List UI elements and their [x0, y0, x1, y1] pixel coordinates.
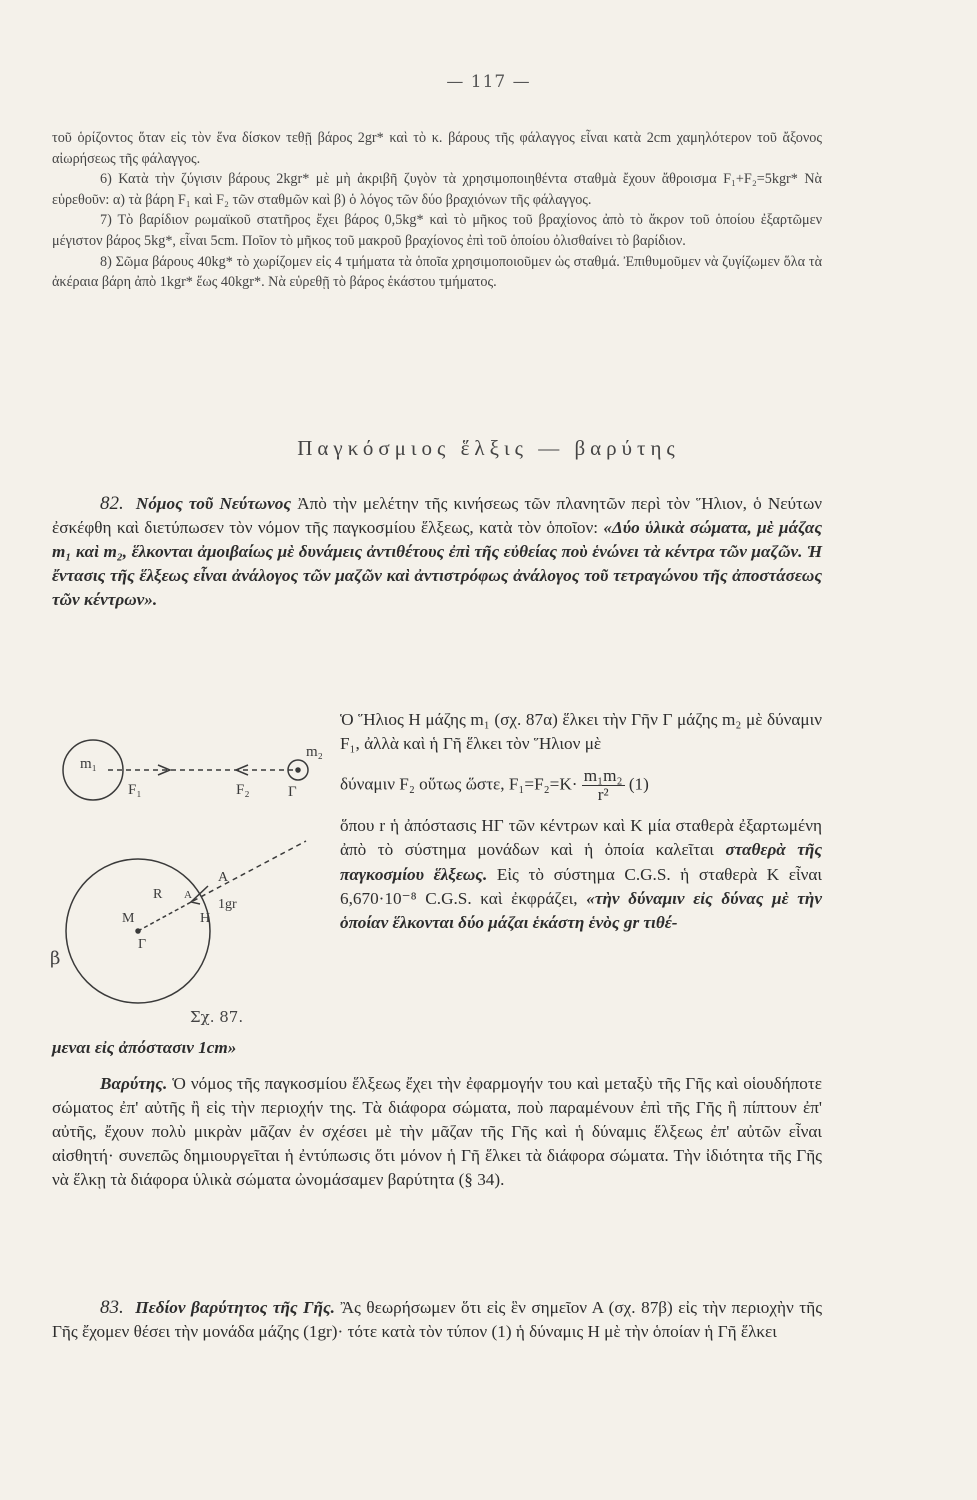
- gravity-heading: Βαρύτης.: [100, 1074, 168, 1093]
- section-83: [52, 1296, 822, 1344]
- label-m2: m₂: [306, 744, 323, 760]
- explanation-line-1: Ὁ Ἥλιος Η μάζης m₁ (σχ. 87α) ἕλκει τὴν Γῆν Γ μάζης m₂ μὲ δύναμιν F₁, ἀλλὰ καὶ ἡ Γῆ ἕλκει τὸν Ἥλιον μὲ: [340, 710, 822, 754]
- label-f1: F₁: [128, 782, 142, 798]
- page-number: — 117 —: [446, 72, 531, 92]
- label-gamma-2: Γ: [138, 937, 147, 952]
- section-82-heading: Νόμος τοῦ Νεύτωνος: [135, 494, 292, 513]
- section-title: Παγκόσμιος ἕλξις — βαρύτης: [297, 436, 680, 460]
- section-83-heading: Πεδίον βαρύτητος τῆς Γῆς.: [135, 1298, 335, 1317]
- formula-number: (1): [628, 774, 649, 794]
- explanation-line-3c: Εἰς τὸ σύστημα C.G.S. ἡ σταθερὰ K εἶναι 6,670·10⁻⁸ C.G.S. καὶ ἐκφράζει,: [340, 864, 823, 909]
- label-beta: β: [50, 948, 61, 969]
- label-h: H: [200, 911, 211, 926]
- radius-line: [138, 901, 193, 931]
- exercise-7: 7) Τὸ βαρίδιον ρωμαϊκοῦ στατῆρος ἔχει βάρος 0,5kg* καὶ τὸ μῆκος τοῦ βραχίονος ἀπὸ τὸ ἄκρον τοῦ ὁποίου ἐξαρτῶμεν μέγιστον βάρος 5kg*, εἶναι 5cm. Ποῖον τὸ μῆκος τοῦ μακροῦ βραχίονος ἐπὶ τοῦ ὁποίου ὀλισθαίνει τὸ βαρίδιον.: [52, 212, 822, 249]
- figure-87: [48, 736, 338, 1036]
- newton-explanation: [340, 708, 822, 936]
- section-83-number: 83.: [100, 1297, 124, 1318]
- gravitational-constant-term: σταθερὰ τῆς παγκοσμίου ἕλξεως.: [340, 840, 823, 884]
- section-82-text: Ἀπὸ τὴν μελέτην τῆς κινήσεως τῶν πλανητῶν περὶ τὸν Ἥλιον, ὁ Νεύτων ἐσκέφθη καὶ διετύπωσεν τὸν νόμον τῆς παγκοσμίου ἕλξεως, κατὰ τὸν ὁποῖον:: [52, 494, 823, 537]
- exercise-8: 8) Σῶμα βάρους 40kg* τὸ χωρίζομεν εἰς 4 τμήματα τὰ ὁποῖα χρησιμοποιοῦμεν ὡς σταθμά. Ἐπιθυμοῦμεν νὰ ζυγίζωμεν ὅλα τὰ ἀκέραια βάρη ἀπὸ 1kgr* ἕως 40kgr*. Νὰ εὑρεθῇ τὸ βάρος ἑκάστου τμήματος.: [52, 253, 822, 291]
- fraction-numerator: m₁m₂: [583, 765, 623, 785]
- section-83-text: Ἂς θεωρήσωμεν ὅτι εἰς ἓν σημεῖον Α (σχ. 87β) εἰς τὴν περιοχὴν τῆς Γῆς ἔχομεν θέσει τὴν μονάδα μάζης (1gr)· τότε κατὰ τὸν τύπον (1) ἡ δύναμις Η μὲ τὴν ὁποίαν ἡ Γῆ ἕλκει: [52, 1298, 822, 1341]
- label-m1: m₁: [80, 756, 97, 772]
- formula-line: [340, 767, 822, 804]
- label-1gr: 1gr: [218, 897, 237, 912]
- earth-center: [296, 768, 300, 772]
- label-a-small: A: [184, 889, 192, 901]
- section-82-number: 82.: [100, 493, 124, 514]
- extension-line: [193, 841, 306, 901]
- label-a: A: [218, 870, 229, 885]
- label-r: R: [153, 887, 163, 902]
- gravity-text: Ὁ νόμος τῆς παγκοσμίου ἕλξεως ἔχει τὴν ἐφαρμογήν του καὶ μεταξὺ τῆς Γῆς καὶ οἱουδήποτε σώματος ἐπ' αὐτῆς ἢ εἰς τὴν περιοχήν της. Τὰ διάφορα σώματα, ποὺ παραμένουν ἐπὶ τῆς Γῆς ἢ πίπτουν ἐπ' αὐτῆς, ἔχουν πολὺ μικρὰν μᾶζαν ἐν σχέσει μὲ τὴν μᾶζαν τῆς Γῆς καὶ ἡ δύναμις ἕλξεως ἐπ' αὐτῶν εἶναι αἰσθητή· συνεπῶς δημιουργεῖται ἡ ἐντύπωσις ὅτι μόνον ἡ Γῆ ἕλκει τὰ διάφορα σώματα. Τὴν ἰδιότητα τῆς Γῆς νὰ ἕλκῃ τὰ διάφορα ὑλικὰ σώματα ὠνομάσαμεν βαρύτητα (§ 34).: [52, 1074, 823, 1189]
- earth-large-center: [136, 929, 140, 933]
- fraction-denominator: r²: [597, 784, 609, 804]
- exercise-continuation: τοῦ ὁρίζοντος ὅταν εἰς τὸν ἕνα δίσκον τεθῇ βάρος 2gr* καὶ τὸ κ. βάρους τῆς φάλαγγος εἶναι κατὰ 2cm χαμηλότερον τοῦ ἄξονος αἰωρήσεως τῆς φάλαγγος.: [52, 130, 822, 167]
- label-m: M: [122, 911, 135, 926]
- continuation: [52, 1036, 822, 1060]
- formula-fraction: [582, 767, 625, 804]
- gravity-section: [52, 1072, 822, 1192]
- formula-text: δύναμιν F₂ οὕτως ὥστε, F₁=F₂=K·: [340, 774, 578, 794]
- exercise-6: 6) Κατὰ τὴν ζύγισιν βάρους 2kgr* μὲ μὴ ἀκριβῆ ζυγὸν τὰ χρησιμοποιηθέντα σταθμὰ ἔχουν ἄθροισμα F₁+F₂=5kgr* Νὰ εὑρεθοῦν: α) τὰ βάρη F₁ καὶ F₂ τῶν σταθμῶν καὶ β) ὁ λόγος τῶν δύο βραχιόνων τῆς φάλαγγος.: [52, 171, 822, 208]
- constant-definition: «τὴν δύναμιν εἰς δύνας μὲ τὴν ὁποίαν ἕλκονται δύο μάζαι ἑκάστη ἑνὸς gr τιθέ-: [340, 889, 822, 933]
- figure-87a: [63, 740, 308, 800]
- explanation-line-3: ὅπου r ἡ ἀπόστασις ΗΓ τῶν κέντρων καὶ Κ μία σταθερὰ ἐξαρτωμένη ἀπὸ τὸ σύστημα μονάδων καὶ ἡ ὁποία καλεῖται: [340, 815, 822, 860]
- section-82: [52, 492, 822, 612]
- label-f2: F₂: [236, 782, 250, 798]
- newton-law-statement: «Δύο ὑλικὰ σώματα, μὲ μάζας m₁ καὶ m₂, ἕλκονται ἀμοιβαίως μὲ δυνάμεις ἀντιθέτους ἐπὶ τῆς εὐθείας ποὺ ἑνώνει τὰ κέντρα τῶν μαζῶν. Ἡ ἔντασις τῆς ἕλξεως εἶναι ἀνάλογος τῶν μαζῶν καὶ ἀντιστρόφως ἀνάλογος τοῦ τετραγώνου τῆς ἀποστάσεως τῶν κέντρων».: [52, 518, 823, 609]
- continuation-line: μεναι εἰς ἀπόστασιν 1cm»: [52, 1038, 237, 1057]
- label-gamma: Γ: [288, 784, 297, 800]
- figure-87b: [66, 841, 306, 1003]
- figure-caption: Σχ. 87.: [190, 1008, 244, 1026]
- exercises-block: [52, 128, 822, 293]
